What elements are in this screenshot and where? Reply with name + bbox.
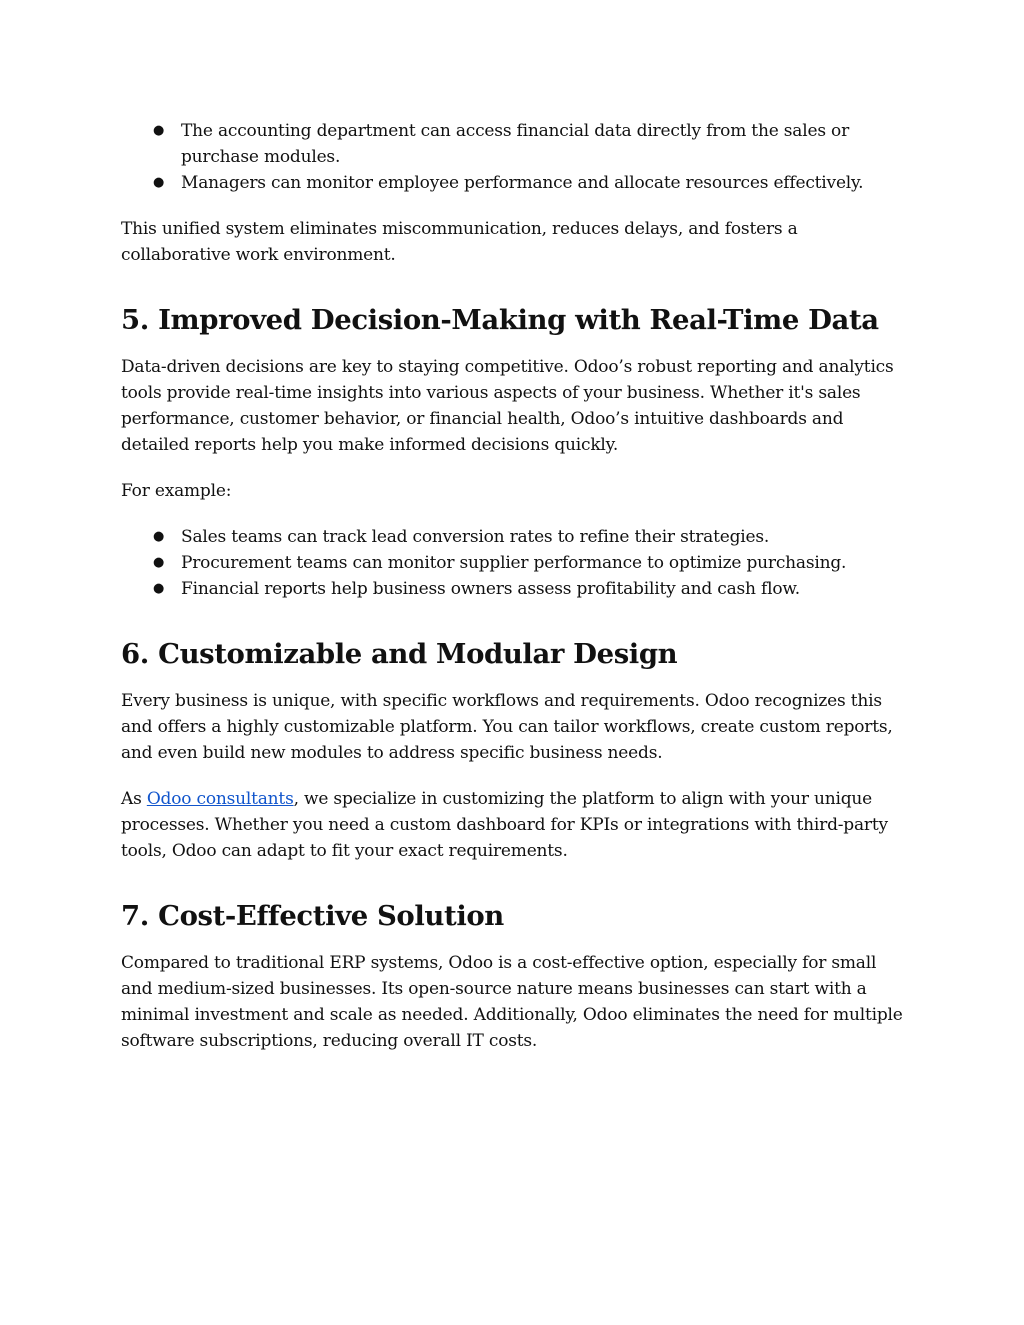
list-item-text: Managers can monitor employee performance and allocate resources effectively. bbox=[181, 173, 864, 193]
intro-paragraph: This unified system eliminates miscommunication, reduces delays, and fosters a collaborative work environment. bbox=[121, 219, 798, 265]
list-item bbox=[153, 170, 911, 196]
document-page bbox=[121, 118, 911, 1054]
bullet-icon: ● bbox=[153, 123, 165, 138]
section-6-paragraph-1: Every business is unique, with specific workflows and requirements. Odoo recognizes this and offers a highly customizable platform. You can tailor workflows, create custom reports, and even build new modules to address specific business needs. bbox=[121, 691, 893, 763]
paragraph-prefix: As bbox=[121, 789, 147, 809]
section-6-heading: 6. Customizable and Modular Design bbox=[121, 638, 678, 670]
odoo-consultants-link[interactable]: Odoo consultants bbox=[146, 789, 294, 809]
list-item bbox=[153, 576, 911, 602]
list-item-text: Financial reports help business owners assess profitability and cash flow. bbox=[181, 579, 800, 599]
section-7-paragraph: Compared to traditional ERP systems, Odoo is a cost-effective option, especially for small and medium-sized businesses. Its open-source nature means businesses can start with a minimal investment and scale as needed. Additionally, Odoo eliminates the need for multiple software subscriptions, reducing overall IT costs. bbox=[121, 953, 903, 1051]
bullet-icon: ● bbox=[153, 529, 165, 544]
section-6-paragraph-2 bbox=[121, 786, 911, 864]
bullet-icon: ● bbox=[153, 555, 165, 570]
section-5-bullet-list bbox=[121, 524, 911, 602]
list-item-text: Procurement teams can monitor supplier performance to optimize purchasing. bbox=[181, 553, 847, 573]
list-item bbox=[153, 118, 911, 170]
list-item bbox=[153, 524, 911, 550]
bullet-icon: ● bbox=[153, 175, 165, 190]
section-5-heading: 5. Improved Decision-Making with Real-Time Data bbox=[121, 304, 879, 336]
intro-bullet-list bbox=[121, 118, 911, 196]
paragraph-suffix: , we specialize in customizing the platform to align with your unique processes. Whether you need a custom dashboard for KPIs or integrations with third-party tools, Odoo can adapt to fit your exact requirements. bbox=[121, 789, 888, 861]
list-item-text: The accounting department can access financial data directly from the sales or purchase modules. bbox=[181, 121, 850, 167]
section-7-heading: 7. Cost-Effective Solution bbox=[121, 900, 504, 932]
bullet-icon: ● bbox=[153, 581, 165, 596]
example-label: For example: bbox=[121, 481, 232, 501]
section-5-paragraph: Data-driven decisions are key to staying competitive. Odoo’s robust reporting and analytics tools provide real-time insights into various aspects of your business. Whether it's sales performance, customer behavior, or financial health, Odoo’s intuitive dashboards and detailed reports help you make informed decisions quickly. bbox=[121, 357, 894, 455]
list-item bbox=[153, 550, 911, 576]
list-item-text: Sales teams can track lead conversion rates to refine their strategies. bbox=[181, 527, 770, 547]
